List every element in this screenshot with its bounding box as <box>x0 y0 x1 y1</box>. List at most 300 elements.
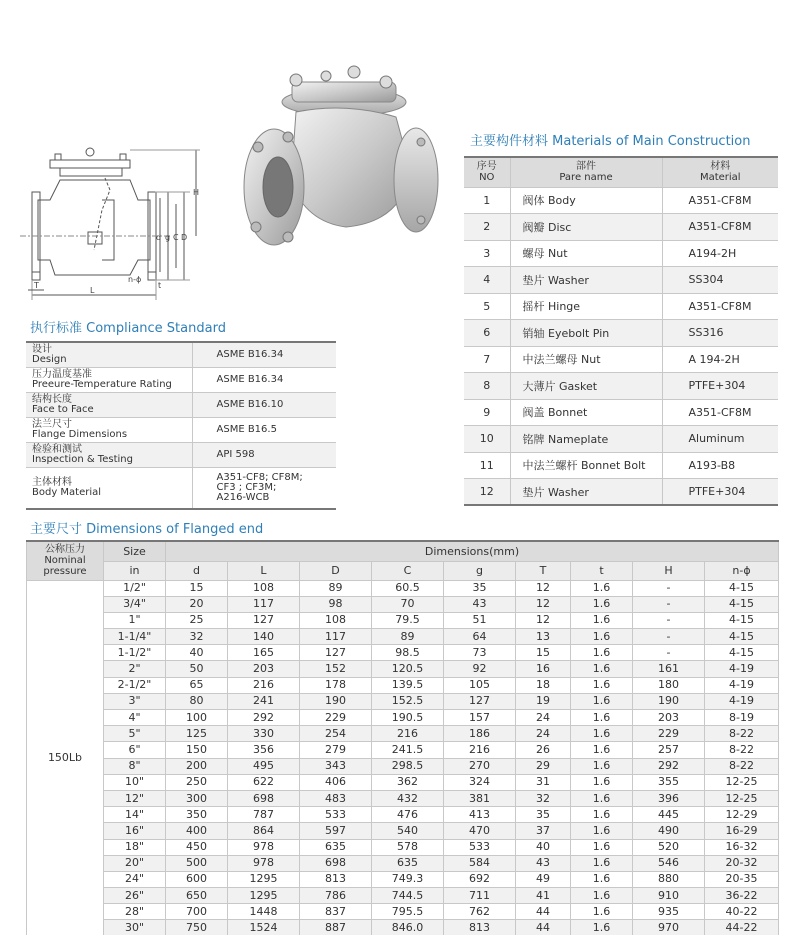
valve-product-photo <box>236 62 446 262</box>
materials-title-en: Materials of Main Construction <box>552 134 751 149</box>
compliance-value-line: A351-CF8; CF8M; <box>216 471 303 483</box>
material-part <box>510 399 662 426</box>
material-part <box>510 293 662 320</box>
dims-cell: 140 <box>228 629 300 645</box>
dims-subheader-cell: t <box>571 561 633 580</box>
dims-row <box>27 726 779 742</box>
dims-cell: 622 <box>228 774 300 790</box>
material-no: 3 <box>464 240 510 267</box>
dims-cell: 10" <box>104 774 166 790</box>
dims-cell: 762 <box>444 904 516 920</box>
material-part-en: Hinge <box>548 300 581 314</box>
dims-cell: 1.6 <box>571 612 633 628</box>
materials-row <box>464 320 778 347</box>
dims-cell: 89 <box>372 629 444 645</box>
compliance-label-en: Inspection & Testing <box>32 453 133 465</box>
dims-cell: 324 <box>444 774 516 790</box>
dims-cell: 1.6 <box>571 774 633 790</box>
dims-cell: 216 <box>444 742 516 758</box>
dims-cell: 635 <box>300 839 372 855</box>
material-part-cn: 垫片 <box>522 273 545 287</box>
dims-row <box>27 758 779 774</box>
dims-row <box>27 580 779 596</box>
material-value: A351-CF8M <box>662 187 778 214</box>
dims-cell: 396 <box>633 790 705 806</box>
dims-cell: 8-19 <box>705 710 779 726</box>
dims-cell: 1.6 <box>571 807 633 823</box>
dims-cell: 700 <box>166 904 228 920</box>
compliance-label-en: Preeure-Temperature Rating <box>32 378 172 390</box>
dims-cell: 203 <box>228 661 300 677</box>
dims-cell: 4-15 <box>705 629 779 645</box>
materials-row <box>464 267 778 294</box>
dims-cell: 978 <box>228 855 300 871</box>
drawing-label-c: C <box>173 233 179 242</box>
drawing-label-t-small: t <box>158 281 162 290</box>
materials-row <box>464 373 778 400</box>
dims-cell: 578 <box>372 839 444 855</box>
material-part-en: Body <box>548 194 576 208</box>
compliance-value-line: CF3 ; CF3M; <box>216 481 277 493</box>
dims-cell: 18 <box>516 677 571 693</box>
dims-cell: 152 <box>300 661 372 677</box>
material-part-en: Nut <box>581 353 601 367</box>
dims-cell: 31 <box>516 774 571 790</box>
dims-cell: 1.6 <box>571 758 633 774</box>
dims-cell: 4-19 <box>705 677 779 693</box>
dims-row <box>27 823 779 839</box>
dims-cell: 14" <box>104 807 166 823</box>
compliance-value <box>192 467 336 509</box>
dims-cell: 813 <box>444 920 516 935</box>
dims-cell: 1.6 <box>571 904 633 920</box>
dims-cell: 292 <box>633 758 705 774</box>
dims-row <box>27 677 779 693</box>
material-part-cn: 阀盖 <box>522 406 545 420</box>
dims-cell: 64 <box>444 629 516 645</box>
dims-row <box>27 742 779 758</box>
dims-cell: 880 <box>633 871 705 887</box>
dims-cell: - <box>633 580 705 596</box>
dims-cell: 8-22 <box>705 726 779 742</box>
dims-cell: 79.5 <box>372 612 444 628</box>
dims-cell: 40-22 <box>705 904 779 920</box>
compliance-label <box>26 467 192 509</box>
material-no: 5 <box>464 293 510 320</box>
dims-cell: 1.6 <box>571 920 633 935</box>
dims-cell: 4-15 <box>705 596 779 612</box>
dims-cell: 1.6 <box>571 742 633 758</box>
valve-dimension-drawing <box>10 140 205 305</box>
dims-cell: 250 <box>166 774 228 790</box>
dims-cell: 8-22 <box>705 758 779 774</box>
material-value: A351-CF8M <box>662 214 778 241</box>
dims-row <box>27 612 779 628</box>
dims-header-size: Size <box>104 541 166 561</box>
dims-cell: 16-32 <box>705 839 779 855</box>
dims-cell: 30" <box>104 920 166 935</box>
header-pressure-en-1: Nominal <box>44 555 86 567</box>
compliance-value <box>192 392 336 417</box>
dims-cell: 165 <box>228 645 300 661</box>
materials-row <box>464 426 778 453</box>
dims-cell: 597 <box>300 823 372 839</box>
dims-cell: 1.6 <box>571 871 633 887</box>
dims-cell: 490 <box>633 823 705 839</box>
material-part <box>510 479 662 506</box>
dims-cell: 2" <box>104 661 166 677</box>
material-no: 10 <box>464 426 510 453</box>
dims-cell: 12 <box>516 596 571 612</box>
dims-cell: 887 <box>300 920 372 935</box>
dims-header-row-2 <box>27 561 779 580</box>
drawing-label-h: H <box>193 188 200 197</box>
dims-cell: 1.6 <box>571 629 633 645</box>
compliance-value-text: ASME B16.5 <box>216 423 277 435</box>
material-part-cn: 摇杆 <box>522 300 545 314</box>
materials-row <box>464 293 778 320</box>
dims-cell: 1.6 <box>571 677 633 693</box>
material-part-cn: 销轴 <box>522 326 545 340</box>
dims-header-row-1 <box>27 541 779 561</box>
dims-cell: 32 <box>516 790 571 806</box>
compliance-table <box>26 341 336 510</box>
dims-cell: - <box>633 612 705 628</box>
dims-cell: 49 <box>516 871 571 887</box>
dims-header-pressure <box>27 541 104 580</box>
compliance-label <box>26 342 192 367</box>
compliance-label <box>26 442 192 467</box>
dims-cell: 40 <box>516 839 571 855</box>
material-part-cn: 大薄片 <box>522 379 556 393</box>
material-part-en: Nameplate <box>548 432 609 446</box>
materials-row <box>464 187 778 214</box>
header-material-cn: 材料 <box>710 161 731 173</box>
dims-cell: 533 <box>444 839 516 855</box>
material-part <box>510 426 662 453</box>
material-no: 2 <box>464 214 510 241</box>
drawing-label-n-phi: n-ϕ <box>128 275 142 284</box>
header-part-en: Pare name <box>559 172 613 184</box>
dims-cell: 1.6 <box>571 726 633 742</box>
dims-cell: 2-1/2" <box>104 677 166 693</box>
dims-cell: 186 <box>444 726 516 742</box>
dims-cell: 41 <box>516 888 571 904</box>
dims-cell: 190 <box>300 693 372 709</box>
material-part-cn: 铭牌 <box>522 432 545 446</box>
dims-cell: 190 <box>633 693 705 709</box>
materials-row <box>464 240 778 267</box>
material-part <box>510 267 662 294</box>
compliance-value <box>192 367 336 392</box>
dims-cell: 80 <box>166 693 228 709</box>
compliance-row <box>26 392 336 417</box>
dims-cell: 120.5 <box>372 661 444 677</box>
compliance-label-cn: 法兰尺寸 <box>32 418 72 430</box>
dims-cell: 254 <box>300 726 372 742</box>
dims-cell: 12" <box>104 790 166 806</box>
materials-row <box>464 399 778 426</box>
dims-cell: 533 <box>300 807 372 823</box>
dims-cell: 98 <box>300 596 372 612</box>
dims-cell: 520 <box>633 839 705 855</box>
dims-cell: 12 <box>516 580 571 596</box>
materials-header-part <box>510 157 662 187</box>
dims-cell: 200 <box>166 758 228 774</box>
dims-cell: 257 <box>633 742 705 758</box>
drawing-label-d-large: D <box>181 233 188 242</box>
dims-cell: 1.6 <box>571 839 633 855</box>
dims-subheader-cell: in <box>104 561 166 580</box>
material-part-en: Disc <box>548 220 572 234</box>
dims-cell: 117 <box>300 629 372 645</box>
compliance-value <box>192 417 336 442</box>
material-part-en: Washer <box>548 485 589 499</box>
dims-cell: 355 <box>633 774 705 790</box>
dims-cell: 216 <box>228 677 300 693</box>
materials-row <box>464 346 778 373</box>
material-value: A351-CF8M <box>662 293 778 320</box>
dims-cell: 1-1/2" <box>104 645 166 661</box>
dims-cell: 98.5 <box>372 645 444 661</box>
dims-cell: 139.5 <box>372 677 444 693</box>
dims-cell: 37 <box>516 823 571 839</box>
material-value: SS304 <box>662 267 778 294</box>
dims-cell: 216 <box>372 726 444 742</box>
dims-cell: 125 <box>166 726 228 742</box>
materials-section-title <box>470 130 750 149</box>
dims-cell: 540 <box>372 823 444 839</box>
dims-cell: 4-19 <box>705 661 779 677</box>
dims-cell: 127 <box>300 645 372 661</box>
dims-cell: 362 <box>372 774 444 790</box>
dims-row <box>27 904 779 920</box>
dims-cell: 36-22 <box>705 888 779 904</box>
dims-subheader-cell: n-ϕ <box>705 561 779 580</box>
dims-cell: 105 <box>444 677 516 693</box>
dims-row <box>27 888 779 904</box>
dims-cell: 864 <box>228 823 300 839</box>
dims-cell: 1.6 <box>571 710 633 726</box>
dims-cell: 978 <box>228 839 300 855</box>
material-value: A 194-2H <box>662 346 778 373</box>
material-value: PTFE+304 <box>662 479 778 506</box>
dims-cell: 16 <box>516 661 571 677</box>
compliance-label-en: Design <box>32 353 67 365</box>
material-value: SS316 <box>662 320 778 347</box>
compliance-title-en: Compliance Standard <box>86 321 226 336</box>
dims-cell: 4-15 <box>705 645 779 661</box>
compliance-row <box>26 342 336 367</box>
dims-cell: 470 <box>444 823 516 839</box>
dims-cell: 698 <box>228 790 300 806</box>
dims-cell: 1.6 <box>571 596 633 612</box>
dims-subheader-cell: L <box>228 561 300 580</box>
drawing-label-g: g <box>165 233 171 242</box>
dims-cell: 92 <box>444 661 516 677</box>
compliance-row <box>26 467 336 509</box>
dims-cell: 813 <box>300 871 372 887</box>
dims-cell: 150 <box>166 742 228 758</box>
dims-cell: 1/2" <box>104 580 166 596</box>
dims-cell: 400 <box>166 823 228 839</box>
material-part <box>510 214 662 241</box>
dims-cell: 495 <box>228 758 300 774</box>
dims-cell: 161 <box>633 661 705 677</box>
dims-cell: 15 <box>166 580 228 596</box>
dims-cell: 35 <box>516 807 571 823</box>
dims-cell: 89 <box>300 580 372 596</box>
dims-cell: 450 <box>166 839 228 855</box>
materials-row <box>464 214 778 241</box>
dims-cell: 26 <box>516 742 571 758</box>
compliance-row <box>26 442 336 467</box>
dims-cell: 5" <box>104 726 166 742</box>
dims-cell: 20-32 <box>705 855 779 871</box>
dims-cell: 330 <box>228 726 300 742</box>
compliance-row <box>26 417 336 442</box>
dims-cell: 229 <box>300 710 372 726</box>
dims-cell: 600 <box>166 871 228 887</box>
header-no-cn: 序号 <box>476 161 497 173</box>
dims-cell: 343 <box>300 758 372 774</box>
material-value: A193-B8 <box>662 452 778 479</box>
compliance-label <box>26 417 192 442</box>
material-value: A194-2H <box>662 240 778 267</box>
dims-cell: 846.0 <box>372 920 444 935</box>
dims-cell: 24 <box>516 710 571 726</box>
dims-cell: 1.6 <box>571 580 633 596</box>
drawing-label-d-small: d <box>156 233 162 242</box>
material-part <box>510 373 662 400</box>
compliance-label-en: Flange Dimensions <box>32 428 128 440</box>
materials-header-no <box>464 157 510 187</box>
dims-cell: 500 <box>166 855 228 871</box>
dims-cell: 229 <box>633 726 705 742</box>
dims-cell: 750 <box>166 920 228 935</box>
dims-cell: 935 <box>633 904 705 920</box>
dims-cell: 20" <box>104 855 166 871</box>
dims-cell: 292 <box>228 710 300 726</box>
dims-cell: 3/4" <box>104 596 166 612</box>
dims-cell: 1295 <box>228 888 300 904</box>
dims-cell: 12 <box>516 612 571 628</box>
dims-cell: 157 <box>444 710 516 726</box>
dims-cell: 698 <box>300 855 372 871</box>
dims-cell: 910 <box>633 888 705 904</box>
dims-cell: 43 <box>444 596 516 612</box>
dimensions-title-en: Dimensions of Flanged end <box>86 522 264 537</box>
material-part-cn: 螺母 <box>522 247 545 261</box>
compliance-label-cn: 压力温度基准 <box>32 368 92 380</box>
dims-cell: 241.5 <box>372 742 444 758</box>
dims-cell: 1.6 <box>571 888 633 904</box>
dims-subheader-cell: H <box>633 561 705 580</box>
material-part-en: Eyebolt Pin <box>548 326 610 340</box>
dims-cell: 8-22 <box>705 742 779 758</box>
header-material-en: Material <box>699 172 741 184</box>
header-pressure-en-2: pressure <box>43 566 87 578</box>
dims-cell: 6" <box>104 742 166 758</box>
header-pressure-cn: 公称压力 <box>45 544 85 556</box>
dims-cell: 1" <box>104 612 166 628</box>
dims-cell: 108 <box>300 612 372 628</box>
dims-cell: 127 <box>228 612 300 628</box>
compliance-label-en: Body Material <box>32 486 102 498</box>
dims-row <box>27 710 779 726</box>
dims-cell: 1.6 <box>571 693 633 709</box>
dims-cell: 692 <box>444 871 516 887</box>
dims-cell: 1524 <box>228 920 300 935</box>
dims-cell: 65 <box>166 677 228 693</box>
dims-cell: 3" <box>104 693 166 709</box>
dims-cell: 100 <box>166 710 228 726</box>
material-part <box>510 320 662 347</box>
compliance-value-text: API 598 <box>216 448 255 460</box>
material-part-cn: 阀瓣 <box>522 220 545 234</box>
materials-row <box>464 479 778 506</box>
material-value: Aluminum <box>662 426 778 453</box>
dims-cell: 795.5 <box>372 904 444 920</box>
dimensions-table <box>26 540 779 935</box>
dims-cell: 16" <box>104 823 166 839</box>
dims-cell: 18" <box>104 839 166 855</box>
dims-cell: 432 <box>372 790 444 806</box>
dims-cell: 413 <box>444 807 516 823</box>
header-part-cn: 部件 <box>576 161 596 173</box>
material-part <box>510 346 662 373</box>
dims-row <box>27 920 779 935</box>
dims-row <box>27 855 779 871</box>
dims-subheader-cell: C <box>372 561 444 580</box>
dims-cell: 70 <box>372 596 444 612</box>
material-no: 8 <box>464 373 510 400</box>
dimensions-title-cn: 主要尺寸 <box>30 522 83 537</box>
dims-cell: 8" <box>104 758 166 774</box>
dims-cell: 4-15 <box>705 580 779 596</box>
drawing-label-l: L <box>90 286 95 295</box>
dims-cell: 40 <box>166 645 228 661</box>
dims-cell: 32 <box>166 629 228 645</box>
dims-cell: 1.6 <box>571 823 633 839</box>
dims-cell: 1.6 <box>571 645 633 661</box>
dims-row <box>27 629 779 645</box>
compliance-label-cn: 检验和测试 <box>32 443 82 455</box>
dims-cell: 749.3 <box>372 871 444 887</box>
dims-cell: 50 <box>166 661 228 677</box>
dims-cell: 152.5 <box>372 693 444 709</box>
dims-cell: - <box>633 596 705 612</box>
dims-cell: 4-15 <box>705 612 779 628</box>
dims-cell: 19 <box>516 693 571 709</box>
dims-cell: 13 <box>516 629 571 645</box>
dims-cell: 73 <box>444 645 516 661</box>
dims-row <box>27 693 779 709</box>
dims-cell: - <box>633 629 705 645</box>
dims-cell: 26" <box>104 888 166 904</box>
dims-subheader-cell: T <box>516 561 571 580</box>
dims-cell: 4" <box>104 710 166 726</box>
dims-pressure-class: 150Lb <box>27 580 104 935</box>
dims-cell: 20-35 <box>705 871 779 887</box>
compliance-row <box>26 367 336 392</box>
material-part-cn: 垫片 <box>522 485 545 499</box>
dims-cell: 1-1/4" <box>104 629 166 645</box>
dims-cell: 51 <box>444 612 516 628</box>
dims-cell: 29 <box>516 758 571 774</box>
compliance-label-cn: 设计 <box>32 343 52 355</box>
dims-cell: 44 <box>516 920 571 935</box>
